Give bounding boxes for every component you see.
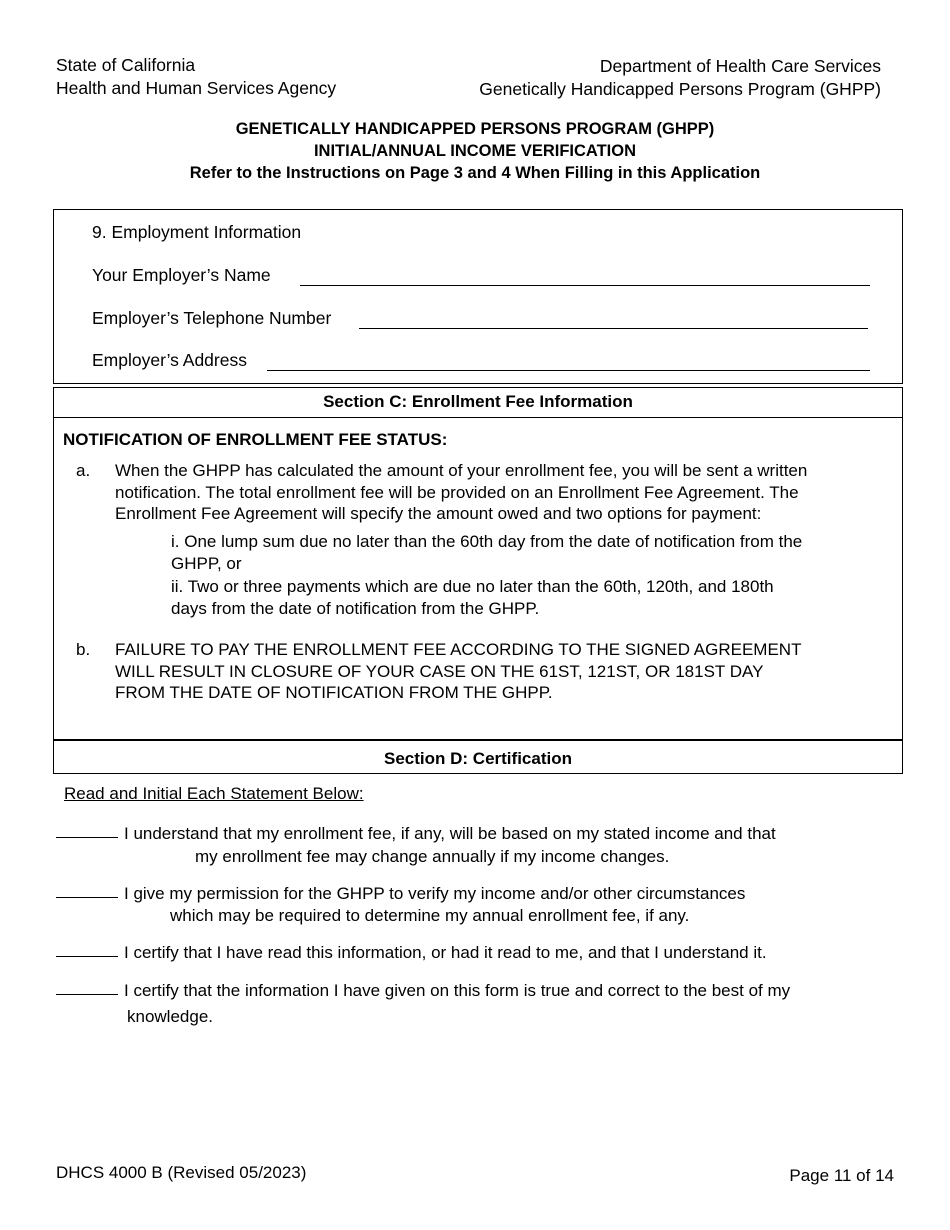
initials-field-2[interactable] (56, 897, 118, 898)
section-c-title: Section C: Enrollment Fee Information (323, 392, 633, 411)
sub-item-ii (171, 576, 774, 619)
sub-item-ii-line2: days from the date of notification from the GHPP. (171, 598, 540, 618)
notification-heading: NOTIFICATION OF ENROLLMENT FEE STATUS: (63, 430, 448, 449)
form-title-line3: Refer to the Instructions on Page 3 and 4 When Filling in this Application (189, 164, 761, 182)
header-state: State of California (56, 55, 196, 75)
statement-4-line1: I certify that the information I have given on this form is true and correct to the best of my (124, 981, 791, 1000)
employment-information-box (53, 209, 903, 384)
employer-phone-label: Employer’s Telephone Number (92, 308, 332, 328)
section-d-title: Section D: Certification (384, 749, 572, 768)
statement-2-line2: which may be required to determine my annual enrollment fee, if any. (170, 906, 690, 925)
form-title-line1: GENETICALLY HANDICAPPED PERSONS PROGRAM (GHPP) (235, 120, 715, 138)
employer-address-field[interactable] (267, 370, 870, 371)
form-title-line2: INITIAL/ANNUAL INCOME VERIFICATION (313, 142, 637, 160)
item-a-text (115, 460, 807, 525)
header-agency (56, 54, 336, 100)
item-b-line1: FAILURE TO PAY THE ENROLLMENT FEE ACCORDING TO THE SIGNED AGREEMENT (115, 640, 802, 659)
employer-name-field[interactable] (300, 285, 870, 286)
statement-2 (56, 883, 745, 905)
item-a-line3: Enrollment Fee Agreement will specify the amount owed and two options for payment: (115, 504, 762, 523)
statement-3-line1: I certify that I have read this information, or had it read to me, and that I understand it. (124, 943, 767, 962)
initials-field-1[interactable] (56, 837, 118, 838)
header-program-name: Genetically Handicapped Persons Program (GHPP) (479, 79, 881, 99)
item-a-line1: When the GHPP has calculated the amount of your enrollment fee, you will be sent a written (115, 461, 808, 480)
employer-phone-field[interactable] (359, 328, 868, 329)
sub-item-i-line2: GHPP, or (171, 553, 242, 573)
statement-1 (56, 823, 776, 845)
item-b-line3: FROM THE DATE OF NOTIFICATION FROM THE GHPP. (115, 683, 553, 702)
header-department (479, 55, 881, 101)
statement-1-line2: my enrollment fee may change annually if my income changes. (195, 847, 670, 866)
item-b-text (115, 639, 801, 704)
employer-address-label: Employer’s Address (92, 350, 247, 370)
initials-field-3[interactable] (56, 956, 118, 957)
employer-name-label: Your Employer’s Name (92, 265, 271, 285)
initials-field-4[interactable] (56, 994, 118, 995)
page-number: Page 11 of 14 (789, 1166, 894, 1185)
statement-2-line1: I give my permission for the GHPP to verify my income and/or other circumstances (124, 884, 746, 903)
form-title (0, 118, 950, 184)
statement-4 (56, 980, 790, 1002)
section-c-header (53, 387, 903, 418)
item-b-line2: WILL RESULT IN CLOSURE OF YOUR CASE ON THE 61ST, 121ST, OR 181ST DAY (115, 661, 764, 681)
item-b-marker: b. (76, 640, 91, 659)
statement-4-line2: knowledge. (127, 1007, 214, 1026)
statement-1-line1: I understand that my enrollment fee, if any, will be based on my stated income and that (124, 824, 776, 843)
statement-3 (56, 942, 767, 964)
employment-heading: 9. Employment Information (92, 222, 302, 242)
certification-instruction: Read and Initial Each Statement Below: (64, 784, 364, 803)
sub-item-i-line1: i. One lump sum due no later than the 60th day from the date of notification from the (171, 532, 803, 551)
header-agency-name: Health and Human Services Agency (56, 78, 337, 98)
header-department-name: Department of Health Care Services (599, 56, 881, 76)
item-a-marker: a. (76, 461, 91, 480)
sub-item-i (171, 531, 802, 574)
sub-item-ii-line1: ii. Two or three payments which are due no later than the 60th, 120th, and 180th (171, 577, 774, 596)
section-c-body (53, 417, 903, 740)
section-d-header (53, 740, 903, 774)
form-id: DHCS 4000 B (Revised 05/2023) (56, 1163, 307, 1182)
item-a-line2: notification. The total enrollment fee will be provided on an Enrollment Fee Agreement. The (115, 482, 799, 502)
